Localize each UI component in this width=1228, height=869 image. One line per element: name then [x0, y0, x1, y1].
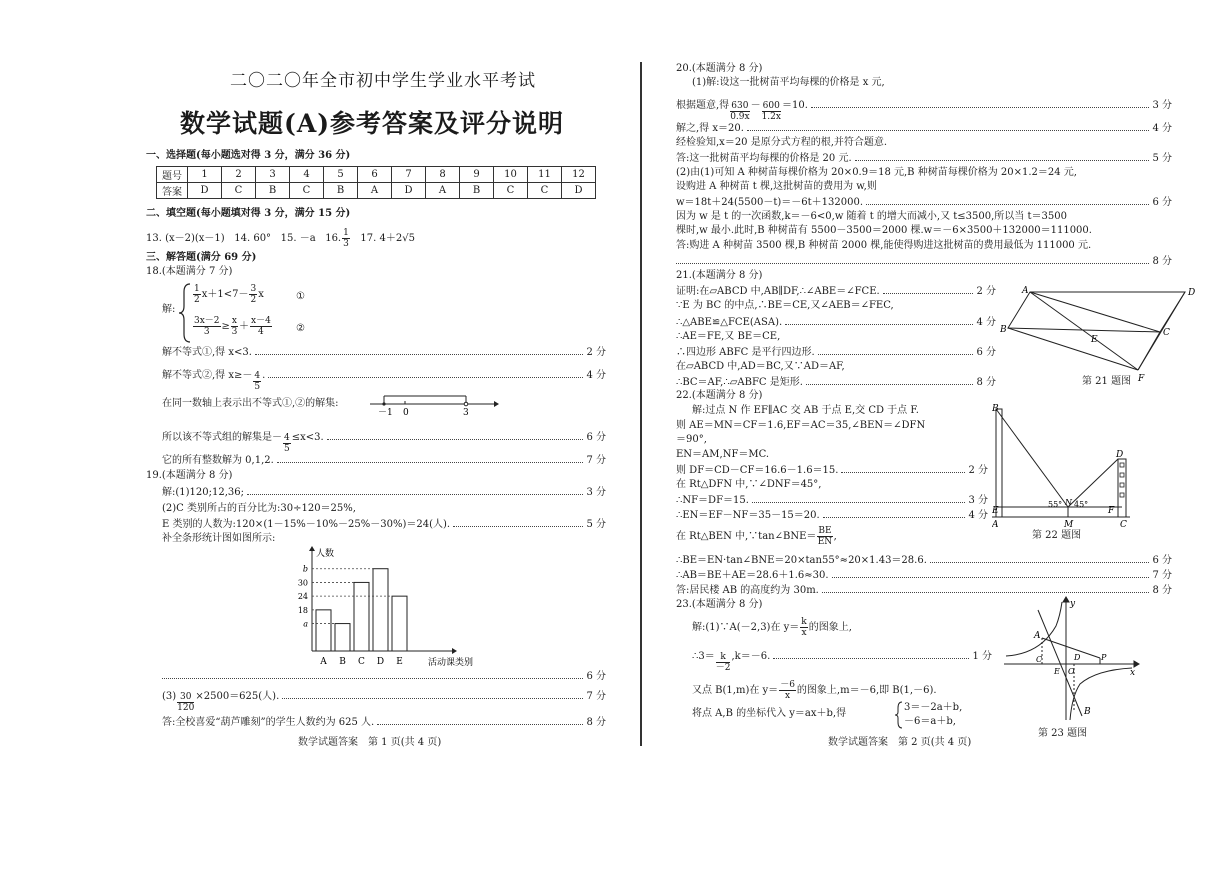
- answer-cell: B: [460, 183, 494, 199]
- point-label: B: [992, 404, 999, 414]
- tick-label: 3: [463, 408, 469, 418]
- score: 6 分: [1152, 555, 1172, 566]
- answer-cell: C: [222, 183, 256, 199]
- q22-step-3: ＝90°,: [676, 434, 707, 445]
- q23-step-1: 解:(1)∵A(－2,3)在 y＝ $\frac{k}{x}$ 的图象上,: [692, 617, 852, 638]
- y-tick-label: 30: [297, 578, 308, 588]
- point-label: F: [1108, 506, 1115, 516]
- question-number-cell: 1: [188, 167, 222, 183]
- score: 7 分: [586, 455, 606, 466]
- table-header-cell: 答案: [157, 183, 188, 199]
- fraction: $\frac{1}{3}$: [343, 228, 349, 249]
- q23-system-eq-2: －6＝a＋b,: [904, 716, 956, 727]
- answer-title: 数学试题(A)参考答案及评分说明: [180, 109, 565, 138]
- q20-step-7: 设购进 A 种树苗 t 棵,这批树苗的费用为 w,则: [676, 181, 877, 192]
- answer-cell: B: [256, 183, 290, 199]
- q18-step-1: 解不等式①,得 x<3. 2 分: [162, 347, 606, 358]
- q20-step-10: 棵时,w 最小.此时,B 种树苗有 5500－3500＝2000 棵.w＝－6×3500＋132000＝111000.: [676, 225, 1092, 236]
- score: 4 分: [976, 317, 996, 328]
- point-label: P: [1101, 653, 1107, 662]
- table-row: [157, 183, 596, 199]
- y-tick-label: b: [302, 564, 308, 574]
- category-label: C: [358, 657, 365, 667]
- bar-C: [354, 582, 369, 651]
- q22-step-10: ∴BE＝EN·tan∠BNE＝20×tan55°≈20×1.43＝28.6. 6 分: [676, 555, 1172, 566]
- score: 4 分: [586, 370, 606, 381]
- y-axis-label: 人数: [316, 549, 335, 559]
- score: 7 分: [586, 691, 606, 702]
- q19-step-4: 补全条形统计图如图所示:: [162, 533, 276, 544]
- point-label: B: [1000, 325, 1007, 335]
- exam-title: 二〇二〇年全市初中学生学业水平考试: [230, 71, 536, 91]
- q20-step-1: (1)解:设这一批树苗平均每棵的价格是 x 元,: [692, 77, 885, 88]
- q20-step-2: 根据题意,得 $\frac{630}{0.9x}$ － $\frac{600}{1.2x}$ ＝10. 3 分: [676, 100, 1172, 122]
- q23-step-2: ∴3＝ $\frac{k}{-2}$ ,k＝－6. 1 分: [692, 651, 992, 673]
- score: 2 分: [968, 465, 988, 476]
- q21-step-5: ∴四边形 ABFC 是平行四边形. 6 分: [676, 347, 996, 358]
- score: 3 分: [968, 495, 988, 506]
- y-tick-label: 18: [297, 605, 308, 615]
- q18-inequality-2: $\frac{3x-2}{3}$ ≥ $\frac{x}{3}$ ＋ $\frac{x-4}{4}$: [194, 316, 271, 337]
- category-label: A: [320, 657, 327, 667]
- q23-step-3: 又点 B(1,m)在 y＝ $\frac{-6}{x}$ 的图象上,m＝－6,即 B(1,－6).: [692, 680, 937, 701]
- q20-step-9: 因为 w 是 t 的一次函数,k＝－6<0,w 随着 t 的增大而减小,又 t≤3500,所以当 t＝3500: [676, 211, 1067, 222]
- q22-step-12: 答:居民楼 AB 的高度约为 30m. 8 分: [676, 585, 1172, 596]
- question-number-cell: 5: [324, 167, 358, 183]
- axis-label: x: [1130, 668, 1136, 678]
- score: 8 分: [976, 377, 996, 388]
- axis-label: y: [1070, 599, 1076, 609]
- question-number-cell: 9: [460, 167, 494, 183]
- question-number-cell: 4: [290, 167, 324, 183]
- score: 3 分: [1152, 100, 1172, 111]
- table-header-cell: 题号: [157, 167, 188, 183]
- q18-step-4: 所以该不等式组的解集是－ $\frac{4}{5}$ ≤x<3. 6 分: [162, 432, 606, 454]
- point-label: C: [1120, 520, 1127, 529]
- q23-system-eq-1: 3＝－2a＋b,: [904, 702, 963, 713]
- table-row: [157, 167, 596, 183]
- point-label: A: [992, 520, 999, 529]
- bar-E: [392, 596, 407, 651]
- q22-heading: 22.(本题满分 8 分): [676, 390, 763, 401]
- answer-cell: C: [528, 183, 562, 199]
- q22-step-7: ∴NF＝DF＝15. 3 分: [676, 495, 988, 506]
- q22-step-9: 在 Rt△BEN 中,∵tan∠BNE＝ $\frac{BE}{EN}$ ,: [676, 526, 837, 547]
- figure-22-caption: 第 22 题图: [1032, 530, 1082, 541]
- q19-chart-score: [162, 670, 606, 683]
- q21-step-1: 证明:在▱ABCD 中,AB∥DF,∴∠ABE＝∠FCE. 2 分: [676, 286, 996, 297]
- y-tick-label: a: [303, 619, 308, 629]
- figure-22: [992, 403, 1142, 529]
- q22-step-4: EN＝AM,NF＝MC.: [676, 449, 770, 460]
- q22-step-8: ∴EN＝EF－NF＝35－15＝20. 4 分: [676, 510, 988, 521]
- answer-cell: D: [188, 183, 222, 199]
- brace-icon: [894, 700, 904, 730]
- q18-jie: 解:: [162, 304, 176, 315]
- q20-step-5: 答:这一批树苗平均每棵的价格是 20 元. 5 分: [676, 153, 1172, 164]
- category-label: D: [376, 657, 385, 667]
- q23-step-4: 将点 A,B 的坐标代入 y＝ax＋b,得: [692, 708, 847, 719]
- number-line: [368, 392, 500, 418]
- score: 8 分: [586, 717, 606, 728]
- x-axis-label: 活动课类别: [428, 658, 474, 668]
- answer-16: 16.: [325, 233, 342, 244]
- score: 6 分: [976, 347, 996, 358]
- q21-step-2: ∵E 为 BC 的中点,∴BE＝CE,又∠AEB＝∠FEC,: [676, 300, 894, 311]
- q21-step-4: ∴AE＝FE,又 BE＝CE,: [676, 331, 781, 342]
- q18-step-2: 解不等式②,得 x≥－ $\frac{4}{5}$ . 4 分: [162, 370, 606, 392]
- tick-label: －1: [378, 408, 393, 418]
- q22-step-11: ∴AB＝BE＋AE＝28.6＋1.6≈30. 7 分: [676, 570, 1172, 581]
- figure-23: [1000, 596, 1140, 722]
- question-number-cell: 11: [528, 167, 562, 183]
- answer-page-2: [642, 0, 1228, 869]
- circled-1: ①: [296, 291, 305, 302]
- q19-step-1: 解:(1)120;12,36; 3 分: [162, 487, 606, 498]
- point-label: B: [1084, 707, 1091, 717]
- bar-B: [335, 624, 350, 651]
- page-footer: 数学试题答案 第 1 页(共 4 页): [298, 737, 442, 748]
- y-axis-arrow-icon: [309, 546, 315, 551]
- score: 4 分: [968, 510, 988, 521]
- answer-cell: A: [426, 183, 460, 199]
- section-2-heading: 二、填空题(每小题填对得 3 分，满分 15 分): [146, 208, 351, 219]
- q20-step-11: 答:购进 A 种树苗 3500 棵,B 种树苗 2000 棵,能使得购进这批树苗的费用最低为 111000 元.: [676, 240, 1092, 251]
- point-label: A: [1022, 286, 1029, 296]
- score: 2 分: [976, 286, 996, 297]
- question-number-cell: 3: [256, 167, 290, 183]
- score: 6 分: [586, 432, 606, 443]
- question-number-cell: 6: [358, 167, 392, 183]
- y-tick-label: 24: [297, 592, 308, 602]
- q19-heading: 19.(本题满分 8 分): [146, 470, 233, 481]
- score: 6 分: [1152, 197, 1172, 208]
- score: 2 分: [586, 347, 606, 358]
- figure-21-caption: 第 21 题图: [1082, 376, 1132, 387]
- point-label: D: [1074, 653, 1081, 662]
- score: 5 分: [586, 519, 606, 530]
- point-label: E: [992, 506, 999, 516]
- point-label: M: [1064, 520, 1074, 529]
- q20-score-final: [676, 255, 1172, 268]
- point-label: C: [1163, 328, 1170, 338]
- section-3-heading: 三、解答题(满分 69 分): [146, 252, 257, 263]
- question-number-cell: 8: [426, 167, 460, 183]
- answer-14: 14. 60°: [234, 233, 272, 244]
- figure-23-caption: 第 23 题图: [1038, 728, 1088, 739]
- point-label: N: [1065, 498, 1072, 507]
- score: 5 分: [1152, 153, 1172, 164]
- answer-17: 17. 4＋2√5: [360, 233, 415, 244]
- q21-step-7: ∴BC＝AF,∴▱ABFC 是矩形. 8 分: [676, 377, 996, 388]
- q20-step-6: (2)由(1)可知 A 种树苗每棵价格为 20×0.9＝18 元,B 种树苗每棵价格为 20×1.2＝24 元,: [676, 167, 1077, 178]
- point-label: E: [1091, 335, 1098, 345]
- point-label: F: [1138, 374, 1145, 384]
- point-label: O: [1068, 667, 1075, 676]
- question-number-cell: 7: [392, 167, 426, 183]
- q18-heading: 18.(本题满分 7 分): [146, 266, 233, 277]
- answer-cell: B: [324, 183, 358, 199]
- x-axis-arrow-icon: [452, 648, 457, 654]
- q21-heading: 21.(本题满分 8 分): [676, 270, 763, 281]
- q22-step-5: 则 DF＝CD－CF＝16.6－1.6＝15. 2 分: [676, 465, 988, 476]
- angle-label: 45°: [1074, 500, 1089, 509]
- q18-step-5: 它的所有整数解为 0,1,2. 7 分: [162, 455, 606, 466]
- point-label: A: [1034, 631, 1041, 641]
- fill-in-answers: [146, 228, 415, 249]
- answer-15: 15. －a: [280, 233, 316, 244]
- choice-answer-table: [156, 166, 596, 199]
- q19-step-5: (3) $\frac{30}{120}$ ×2500＝625(人). 7 分: [162, 691, 606, 713]
- score: 4 分: [1152, 123, 1172, 134]
- answer-cell: C: [290, 183, 324, 199]
- question-number-cell: 12: [562, 167, 596, 183]
- q18-step-3: 在同一数轴上表示出不等式①,②的解集:: [162, 398, 339, 409]
- q23-heading: 23.(本题满分 8 分): [676, 599, 763, 610]
- q22-step-2: 则 AE＝MN＝CF＝1.6,EF＝AC＝35,∠BEN＝∠DFN: [676, 420, 926, 431]
- score: 6 分: [586, 671, 606, 682]
- q20-heading: 20.(本题满分 8 分): [676, 63, 763, 74]
- section-1-heading: 一、选择题(每小题选对得 3 分，满分 36 分): [146, 150, 351, 161]
- category-label: B: [339, 657, 346, 667]
- bar-A: [316, 610, 331, 651]
- question-number-cell: 10: [494, 167, 528, 183]
- q19-step-3: E 类别的人数为:120×(1－15%－10%－25%－30%)＝24(人). 5 分: [162, 519, 606, 530]
- answer-cell: D: [392, 183, 426, 199]
- q18-inequality-1: $\frac{1}{2}$ x＋1<7－ $\frac{3}{2}$ x: [194, 284, 264, 305]
- score: 3 分: [586, 487, 606, 498]
- score: 1 分: [972, 651, 992, 662]
- q22-step-6: 在 Rt△DFN 中,∵∠DNF＝45°,: [676, 479, 822, 490]
- answer-cell: C: [494, 183, 528, 199]
- brace-icon: [178, 282, 192, 344]
- bar-D: [373, 569, 388, 651]
- q22-step-1: 解:过点 N 作 EF∥AC 交 AB 于点 E,交 CD 于点 F.: [692, 405, 919, 416]
- q20-step-8: w＝18t＋24(5500－t)＝－6t＋132000. 6 分: [676, 197, 1172, 208]
- score: 8 分: [1152, 585, 1172, 596]
- bar-chart: [282, 545, 492, 669]
- question-number-cell: 2: [222, 167, 256, 183]
- page-footer: 数学试题答案 第 2 页(共 4 页): [828, 737, 972, 748]
- answer-cell: D: [562, 183, 596, 199]
- q21-step-6: 在▱ABCD 中,AD＝BC,又∵AD＝AF,: [676, 361, 845, 372]
- answer-13: 13. (x－2)(x－1): [146, 233, 225, 244]
- tick-label: 0: [403, 408, 409, 418]
- q20-step-3: 解之,得 x＝20. 4 分: [676, 123, 1172, 134]
- point-label: D: [1116, 450, 1124, 460]
- q20-step-4: 经检验知,x＝20 是原分式方程的根,并符合题意.: [676, 137, 888, 148]
- point-label: C: [1036, 655, 1043, 664]
- q19-step-6: 答:全校喜爱“葫芦雕刻”的学生人数约为 625 人. 8 分: [162, 717, 606, 728]
- category-label: E: [396, 657, 403, 667]
- q21-step-3: ∴△ABE≌△FCE(ASA). 4 分: [676, 317, 996, 328]
- q19-step-2: (2)C 类别所占的百分比为:30÷120＝25%,: [162, 503, 356, 514]
- score: 7 分: [1152, 570, 1172, 581]
- figure-21: [1000, 282, 1200, 390]
- point-label: E: [1054, 667, 1060, 676]
- answer-cell: A: [358, 183, 392, 199]
- circled-2: ②: [296, 323, 305, 334]
- point-label: D: [1188, 288, 1196, 298]
- score: 8 分: [1152, 256, 1172, 267]
- angle-label: 55°: [1048, 500, 1063, 509]
